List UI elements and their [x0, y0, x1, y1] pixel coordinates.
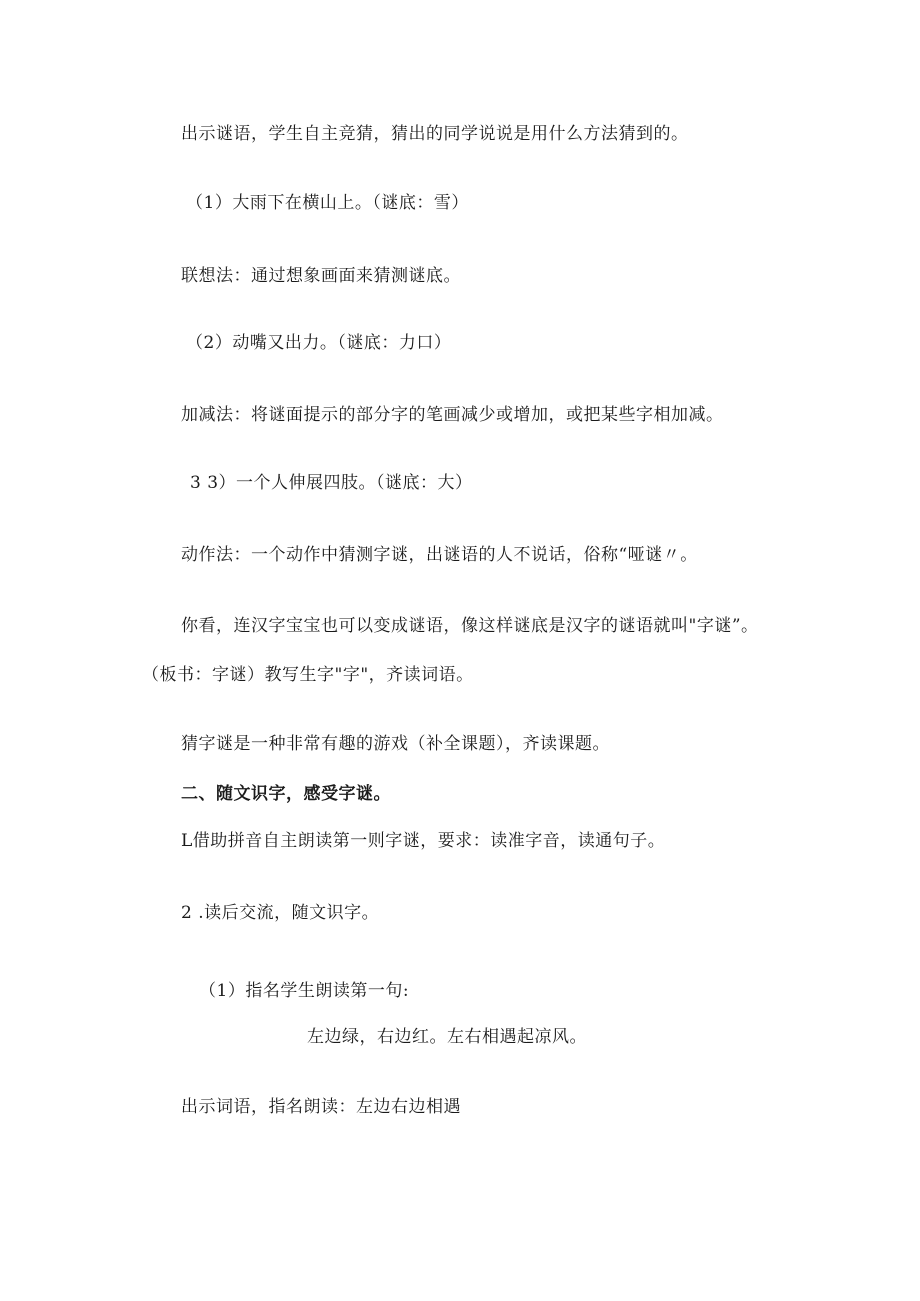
method-action: 动作法：一个动作中猜测字谜，出谜语的人不说话，俗称“哑谜〃。	[181, 545, 698, 565]
section-heading-2: 二、随文识字，感受字谜。	[181, 784, 391, 804]
paragraph-words: 出示词语，指名朗读：左边右边相遇	[181, 1097, 461, 1117]
method-association: 联想法：通过想象画面来猜测谜底。	[181, 266, 461, 286]
method-add-subtract: 加减法：将谜面提示的部分字的笔画减少或增加，或把某些字相加减。	[181, 405, 724, 425]
paragraph-character-riddle: 你看，连汉字宝宝也可以变成谜语，像这样谜底是汉字的谜语就叫"字谜”。	[181, 616, 759, 636]
paragraph-game: 猜字谜是一种非常有趣的游戏（补全课题），齐读课题。	[181, 734, 610, 754]
step-1: L借助拼音自主朗读第一则字谜，要求：读准字音，读通句子。	[181, 831, 666, 851]
riddle-1: （1）大雨下在横山上。（谜底：雪）	[186, 193, 469, 213]
riddle-3: 3 3）一个人伸展四肢。（谜底：大）	[190, 473, 473, 493]
riddle-2: （2）动嘴又出力。（谜底：力口）	[186, 333, 452, 353]
step-2: 2 .读后交流，随文识字。	[181, 903, 380, 923]
riddle-verse: 左边绿，右边红。左右相遇起凉风。	[307, 1027, 587, 1047]
paragraph-board-writing: （板书：字谜）教写生字"字"，齐读词语。	[142, 665, 474, 685]
paragraph-riddle-intro: 出示谜语，学生自主竞猜，猜出的同学说说是用什么方法猜到的。	[181, 124, 689, 144]
substep-1: （1）指名学生朗读第一句:	[199, 981, 410, 1001]
